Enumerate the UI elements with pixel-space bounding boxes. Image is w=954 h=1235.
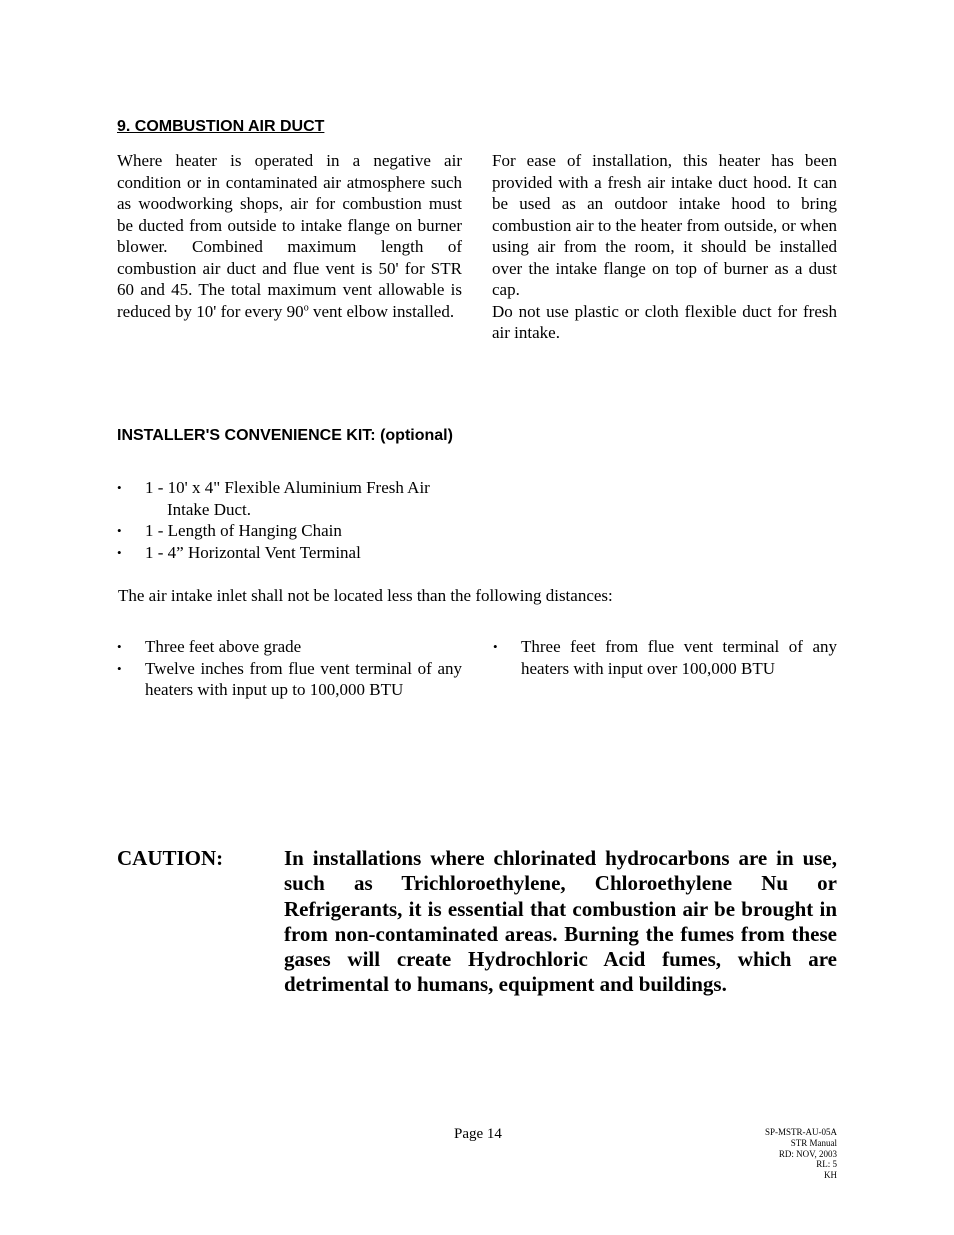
combustion-left-column: [117, 150, 462, 322]
list-item: [117, 477, 477, 520]
combustion-left-paragraph: [117, 150, 462, 322]
doc-code: SP-MSTR-AU-05A: [764, 1127, 837, 1137]
kit-item-text: 1 - 4” Horizontal Vent Terminal: [145, 542, 361, 562]
kit-item-text: 1 - 10' x 4" Flexible Aluminium Fresh Air: [145, 478, 430, 497]
combustion-right-column: [492, 150, 837, 344]
degree-superscript: o: [303, 301, 309, 313]
distances-list-left: [117, 636, 462, 701]
list-item: • Three feet above grade: [117, 636, 462, 658]
page-number: Page 14: [454, 1126, 502, 1142]
kit-list: [117, 477, 477, 563]
document-meta: [765, 1127, 837, 1181]
section-heading: 9. COMBUSTION AIR DUCT: [117, 118, 325, 135]
flexible-duct-note: Do not use plastic or cloth flexible duct for fresh air intake.: [492, 301, 837, 342]
caution-label: CAUTION:: [117, 846, 224, 870]
doc-revision: RL: 5: [816, 1159, 837, 1170]
left-paragraph-text: Where heater is operated in a negative air condition or in contaminated air atmosphere such as woodworking shops, air for combustion must be ducted from outside to intake flange on burner blower. Combined maximum length of combustion air duct and flue vent is 50' for STR 60 and 45. The total maximum vent allowable is reduced by 10' for every 90: [117, 151, 462, 321]
list-item: • Three feet from flue vent terminal of any heaters with input over 100,000 BTU: [493, 636, 837, 679]
left-paragraph-tail: vent elbow installed.: [308, 301, 455, 321]
distances-list-right: [493, 636, 837, 679]
list-item: • Twelve inches from flue vent terminal of any heaters with input up to 100,000 BTU: [117, 658, 462, 701]
doc-author: KH: [824, 1170, 837, 1181]
kit-heading: INSTALLER'S CONVENIENCE KIT: (optional): [117, 427, 453, 444]
doc-title: STR Manual: [790, 1137, 837, 1148]
list-item: [117, 520, 477, 542]
distances-intro: The air intake inlet shall not be located less than the following distances:: [118, 586, 613, 605]
caution-text: In installations where chlorinated hydrocarbons are in use, such as Trichloroethylene, Chloroethylene Nu or Refrigerants, it is essential that combustion air be brought in from non-contaminated areas. Burning the fumes from these gases will create Hydrochloric Acid fumes, which are detrimental to humans, equipment and buildings.: [284, 846, 837, 997]
kit-item-text: 1 - Length of Hanging Chain: [145, 521, 342, 540]
kit-item-continuation: Intake Duct.: [167, 499, 252, 519]
list-item: [117, 542, 477, 564]
doc-date: RD: NOV, 2003: [778, 1148, 837, 1159]
intake-hood-paragraph: For ease of installation, this heater has been provided with a fresh air intake duct hood. It can be used as an outdoor intake hood to bring combustion air to the heater from outside, or when using air from the room, it should be installed over the intake flange on top of burner as a dust cap.: [492, 151, 837, 299]
